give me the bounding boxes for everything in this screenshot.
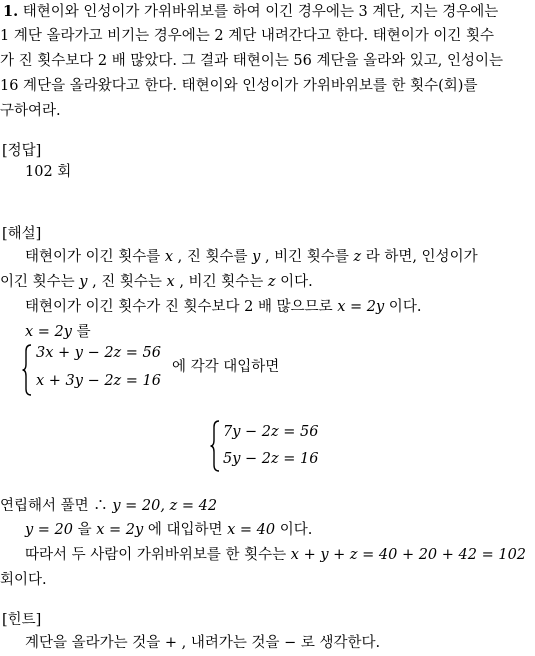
solution-line-5: [0, 494, 217, 519]
math-expression: x = 2y: [25, 324, 72, 340]
math-expression: x + y + z = 40 + 20 + 42 = 102: [290, 547, 527, 563]
solution-text: 에 대입하면: [143, 522, 228, 538]
solution-text: 이다.: [275, 522, 313, 538]
math-expression: y = 20: [25, 522, 74, 538]
solution-text: 태현이가 이긴 횟수를: [25, 249, 165, 265]
math-expression: x = 2y: [337, 299, 385, 315]
solution-text: 이다.: [384, 299, 422, 315]
math-var: x: [166, 274, 175, 290]
solution-line-6: [25, 518, 312, 543]
solution-line-3: [25, 295, 421, 320]
left-brace-icon: [210, 420, 218, 472]
math-var: z: [353, 249, 362, 265]
problem-line-4: 16 계단을 올라왔다고 한다. 태현이와 인성이가 가위바위보를 한 횟수(회)를: [0, 78, 478, 94]
solution-text: 라 하면, 인성이가: [361, 249, 478, 265]
left-brace-icon: [22, 344, 30, 396]
solution-text: 연립해서 풀면 ∴: [0, 498, 113, 514]
hint-label: [힌트]: [2, 612, 42, 628]
system1-equation-1: 3x + y − 2z = 56: [36, 345, 162, 361]
answer-value: 102 회: [25, 164, 72, 180]
answer-label: [정답]: [2, 143, 42, 159]
problem-line-2: 1 계단 올라가고 비기는 경우에는 2 계단 내려간다고 한다. 태현이가 이긴 횟수: [0, 28, 494, 44]
solution-text: , 진 횟수는: [87, 274, 167, 290]
solution-text: 를: [71, 324, 91, 340]
problem-line-1: [3, 0, 498, 25]
math-var: y: [252, 249, 261, 265]
math-var: z: [267, 274, 276, 290]
hint-text: 계단을 올라가는 것을 + , 내려가는 것을 − 로 생각한다.: [25, 635, 381, 651]
problem-number: 1.: [3, 3, 19, 20]
equation-system-2: [210, 420, 350, 472]
solution-text: 을: [73, 522, 97, 538]
solution-text: , 진 횟수를: [173, 249, 253, 265]
system2-equation-1: 7y − 2z = 56: [223, 424, 319, 440]
solution-line-1: [25, 245, 478, 270]
solution-text: 이다.: [275, 274, 313, 290]
problem-line-3: 가 진 횟수보다 2 배 많았다. 그 결과 태현이는 56 계단을 올라와 있고, 인성이는: [0, 53, 504, 69]
solution-line-7: [25, 543, 526, 568]
system1-suffix: 에 각각 대입하면: [172, 359, 280, 375]
solution-text: , 비긴 횟수는: [174, 274, 268, 290]
solution-line-2: [0, 270, 313, 295]
math-expression: y = 20, z = 42: [112, 498, 218, 514]
problem-text-1: 태현이와 인성이가 가위바위보를 하여 이긴 경우에는 3 계단, 지는 경우에는: [22, 4, 499, 20]
math-expression: x = 2y: [96, 522, 144, 538]
math-expression: x = 40: [227, 522, 276, 538]
solution-line-8: 회이다.: [0, 572, 47, 588]
math-var: y: [79, 274, 88, 290]
solution-text: 따라서 두 사람이 가위바위보를 한 횟수는: [25, 547, 291, 563]
system2-equation-2: 5y − 2z = 16: [223, 451, 319, 467]
solution-text: , 비긴 횟수를: [260, 249, 354, 265]
solution-label: [해설]: [2, 226, 42, 242]
math-var: x: [164, 249, 174, 265]
system1-equation-2: x + 3y − 2z = 16: [36, 373, 162, 389]
solution-text: 태현이가 이긴 횟수가 진 횟수보다 2 배 많으므로: [25, 299, 338, 315]
problem-line-5: 구하여라.: [0, 103, 61, 119]
solution-text: 이긴 횟수는: [0, 274, 80, 290]
